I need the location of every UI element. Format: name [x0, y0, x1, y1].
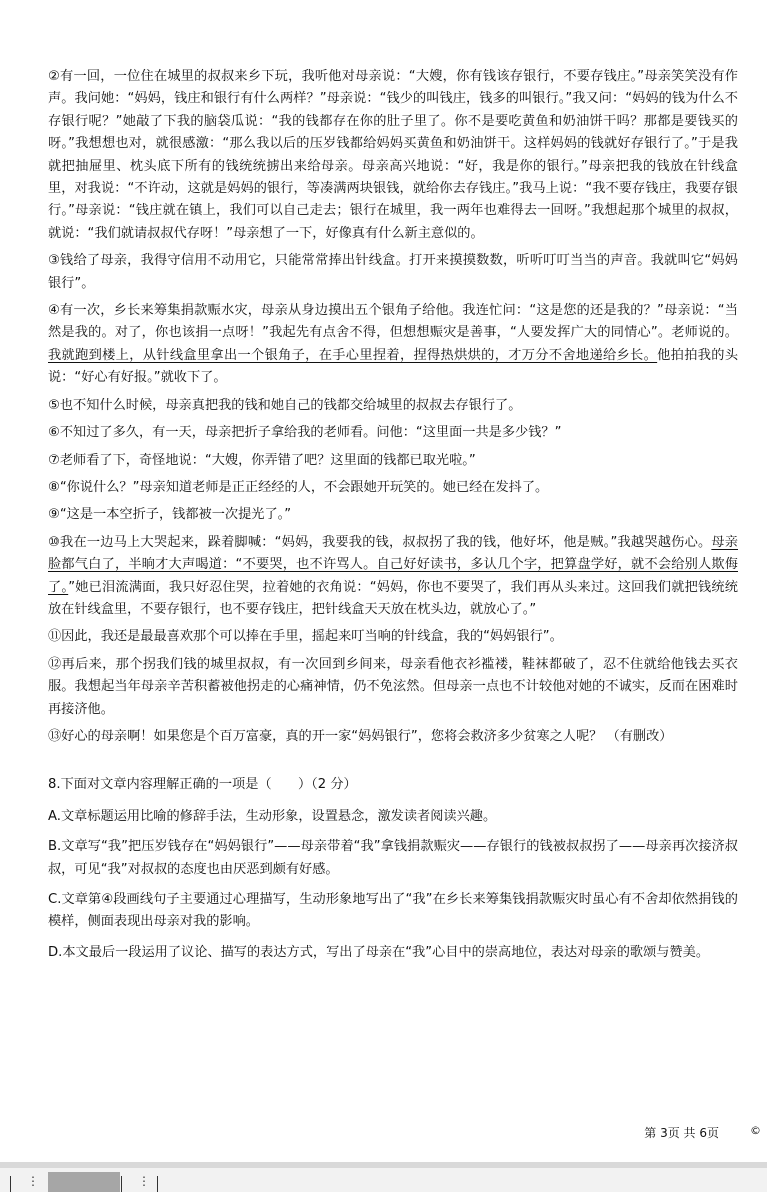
underlined-sentence: 母亲脸都气白了，半晌才大声喝道：“不要哭，也不许骂人。自己好好读书，多认几个字，把算盘学好，就不会给别人欺侮了。	[48, 534, 738, 595]
paragraph-p5	[48, 395, 738, 417]
paragraph-p11	[48, 626, 738, 648]
paragraph-text: ⑨“这是一本空折子，钱都被一次提光了。”	[48, 507, 292, 523]
option-b: B.文章写“我”把压岁钱存在“妈妈银行”——母亲带着“我”拿钱捐款赈灾——存银行的钱被叔叔拐了——母亲再次接济叔叔，可见“我”对叔叔的态度也由厌恶到颇有好感。	[48, 839, 738, 877]
paragraph-text: ④有一次，乡长来筹集捐款赈水灾，母亲从身边摸出五个银角子给他。我连忙问：“这是您的还是我的？”母亲说：“当然是我的。对了，你也该捐一点呀！”我起先有点舍不得，但想想赈灾是善事，“人要发挥广大的同情心”。老师说的。	[48, 303, 738, 341]
paragraph-p13	[48, 726, 738, 748]
question-stem: 8.下面对文章内容理解正确的一项是（ ）（2 分）	[48, 777, 357, 793]
option-c: C.文章第④段画线句子主要通过心理描写，生动形象地写出了“我”在乡长来筹集钱捐款赈灾时虽心有不舍却依然捐钱的模样，侧面表现出母亲对我的影响。	[48, 892, 738, 930]
paragraph-text: ③钱给了母亲，我得守信用不动用它，只能常常捧出针线盒。打开来摸摸数数，听听叮叮当当的声音。我就叫它“妈妈银行”。	[48, 253, 738, 291]
sheet-tab[interactable]	[48, 1172, 120, 1192]
paragraph-text: ⑩我在一边马上大哭起来，跺着脚喊：“妈妈，我要我的钱，叔叔拐了我的钱，他好坏，他是贼。”我越哭越伤心。	[48, 534, 712, 550]
question-8	[48, 774, 738, 964]
page-number: 第 3页 共 6页	[644, 1126, 719, 1140]
paragraph-p8	[48, 477, 738, 499]
paragraph-p7	[48, 450, 738, 472]
paragraph-p6	[48, 422, 738, 444]
paragraph-text: ②有一回，一位住在城里的叔叔来乡下玩，我听他对母亲说：“大嫂，你有钱该存银行，不要存钱庄。”母亲笑笑没有作声。我问她：“妈妈，钱庄和银行有什么两样？”母亲说：“钱少的叫钱庄，钱多的叫银行。”我又问：“妈妈的钱为什么不存银行呢？”她敲了下我的脑袋瓜说：“我的钱都存在你的肚子里了。你不是要吃黄鱼和奶油饼干吗？那都是要钱买的呀。”我想想也对，就很感激：“那么我以后的压岁钱都给妈妈买黄鱼和奶油饼干。这样妈妈的钱就好存银行了。”于是我就把抽屉里、枕头底下所有的钱统统掳出来给母亲。母亲高兴地说：“好，我是你的银行。”母亲把我的钱放在针线盒里，对我说：“不许动，这就是妈妈的银行，等凑满两块银钱，就给你去存钱庄。”我马上说：“我不要存钱庄，我要存银行。”母亲说：“钱庄就在镇上，我们可以自己走去；银行在城里，我一两年也难得去一回呀。”我想起那个城里的叔叔，就说：“我们就请叔叔代存呀！”母亲想了一下，好像真有什么新主意似的。	[48, 69, 738, 241]
article-body	[48, 66, 738, 972]
paragraph-p10	[48, 532, 738, 622]
underlined-sentence: 我就跑到楼上，从针线盒里拿出一个银角子，在手心里捏着，捏得热烘烘的，才万分不舍地递给乡长。	[48, 347, 658, 363]
paragraph-text: ⑤也不知什么时候，母亲真把我的钱和她自己的钱都交给城里的叔叔去存银行了。	[48, 397, 522, 413]
bar-separator	[10, 1176, 11, 1192]
option-a: A.文章标题运用比喻的修辞手法，生动形象，设置悬念，激发读者阅读兴趣。	[48, 808, 497, 824]
paragraph-text: ⑫再后来，那个拐我们钱的城里叔叔，有一次回到乡间来，母亲看他衣衫褴褛，鞋袜都破了，忍不住就给他钱去买衣服。我想起当年母亲辛苦积蓄被他拐走的心痛神情，仍不免泫然。但母亲一点也不计较他对她的不诚实，反而在困难时再接济他。	[48, 656, 738, 717]
paragraph-text: 他拍拍我的头说：“好心有好报。”就收下了。	[48, 347, 739, 386]
paragraph-text: ⑪因此，我还是最最喜欢那个可以捧在手里，摇起来叮当响的针线盒，我的“妈妈银行”。	[48, 629, 563, 645]
paragraph-text: ⑧“你说什么？”母亲知道老师是正正经经的人，不会跟她开玩笑的。她已经在发抖了。	[48, 479, 549, 495]
more-options-icon[interactable]: ⋮	[27, 1174, 39, 1188]
page-footer	[0, 1124, 767, 1144]
paragraph-p4	[48, 300, 738, 390]
bar-separator	[157, 1176, 158, 1192]
article-paragraphs	[48, 66, 738, 748]
viewer-bottom-bar	[0, 1162, 767, 1192]
paragraph-text: ”她已泪流满面，我只好忍住哭，拉着她的衣角说：“妈妈，你也不要哭了，我们再从头来过。这回我们就把钱统统放在针线盒里，不要存银行，也不要存钱庄，把针线盒天天放在枕头边，就放心了。”	[48, 579, 738, 617]
paragraph-p9	[48, 504, 738, 526]
paragraph-text: ⑦老师看了下，奇怪地说：“大嫂，你弄错了吧？这里面的钱都已取光啦。”	[48, 452, 476, 468]
more-options-icon[interactable]: ⋮	[138, 1174, 150, 1188]
paragraph-text: ⑬好心的母亲啊！如果您是个百万富豪，真的开一家“妈妈银行”，您将会救济多少贫寒之人呢？ （有删改）	[48, 728, 673, 744]
paragraph-p12	[48, 654, 738, 721]
paragraph-p2	[48, 66, 738, 245]
paragraph-text: ⑥不知过了多久，有一天，母亲把折子拿给我的老师看。问他：“这里面一共是多少钱？”	[48, 425, 562, 441]
option-d: D.本文最后一段运用了议论、描写的表达方式，写出了母亲在“我”心目中的崇高地位，表达对母亲的歌颂与赞美。	[48, 944, 710, 960]
footer-mark: ©	[750, 1124, 761, 1137]
paragraph-p3	[48, 250, 738, 295]
bar-separator	[121, 1176, 122, 1192]
